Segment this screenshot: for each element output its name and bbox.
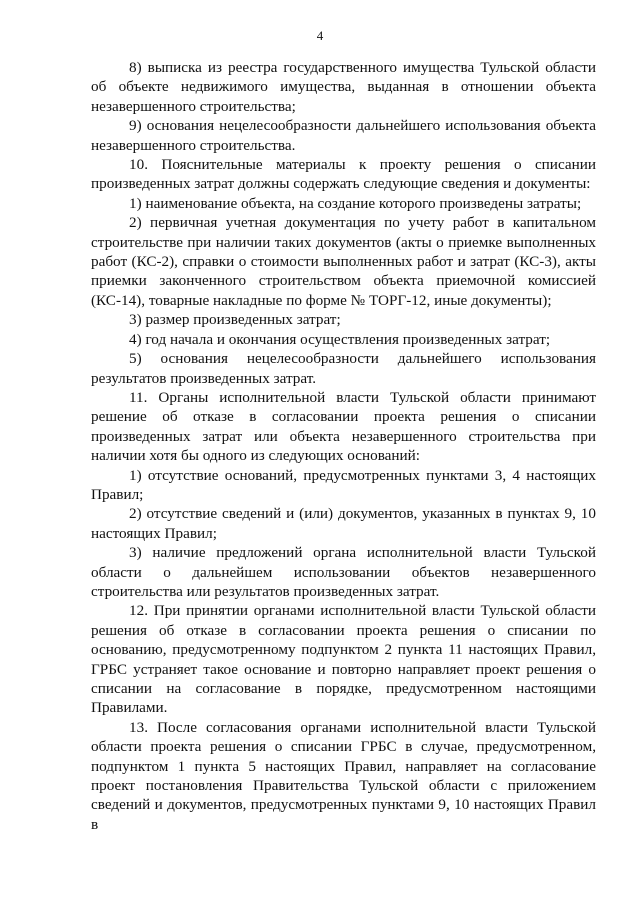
- paragraph: 1) наименование объекта, на создание которого произведены затраты;: [129, 194, 582, 212]
- paragraph: 5) основания нецелесообразности дальнейшего использования результатов произведенных затрат.: [91, 350, 596, 387]
- document-body: [91, 58, 596, 834]
- paragraph: 11. Органы исполнительной власти Тульской области принимают решение об отказе в согласовании проекта решения о списании произведенных затрат или объекта незавершенного строительства при наличии хотя бы одного из следующих оснований:: [91, 388, 596, 465]
- paragraph: 3) размер произведенных затрат;: [129, 311, 341, 329]
- paragraph: 13. После согласования органами исполнительной власти Тульской области проекта решения о списании ГРБС в случае, предусмотренном, подпунктом 1 пункта 5 настоящих Правил, направляет на согласование проект постановления Правительства Тульской области с приложением сведений и документов, предусмотренных пунктами 9, 10 настоящих Правил в: [91, 718, 596, 833]
- paragraph: 12. При принятии органами исполнительной власти Тульской области решения об отказе в согласовании проекта решения о списании по основанию, предусмотренному подпунктом 2 пункта 11 настоящих Правил, ГРБС устраняет такое основание и повторно направляет проект решения о списании на согласование в порядке, предусмотренном настоящими Правилами.: [91, 602, 596, 717]
- paragraph: 8) выписка из реестра государственного имущества Тульской области об объекте недвижимого имущества, выданная в отношении объекта незавершенного строительства;: [91, 59, 596, 115]
- page-number: 4: [316, 28, 324, 43]
- paragraph: 2) первичная учетная документация по учету работ в капитальном строительстве при наличии таких документов (акты о приемке выполненных работ (КС-2), справки о стоимости выполненных работ и затрат (КС-3), акты приемки законченного строительством объекта приемочной комиссией (КС-14), товарные накладные по форме № ТОРГ-12, иные документы);: [91, 214, 596, 309]
- paragraph: 2) отсутствие сведений и (или) документов, указанных в пунктах 9, 10 настоящих Правил;: [91, 505, 596, 542]
- paragraph: 1) отсутствие оснований, предусмотренных пунктами 3, 4 настоящих Правил;: [91, 466, 596, 503]
- paragraph: 10. Пояснительные материалы к проекту решения о списании произведенных затрат должны содержать следующие сведения и документы:: [91, 156, 596, 193]
- paragraph: 4) год начала и окончания осуществления произведенных затрат;: [129, 330, 551, 348]
- paragraph: 3) наличие предложений органа исполнительной власти Тульской области о дальнейшем использовании объектов незавершенного строительства или результатов произведенных затрат.: [91, 544, 596, 600]
- paragraph: 9) основания нецелесообразности дальнейшего использования объекта незавершенного строительства.: [91, 117, 596, 154]
